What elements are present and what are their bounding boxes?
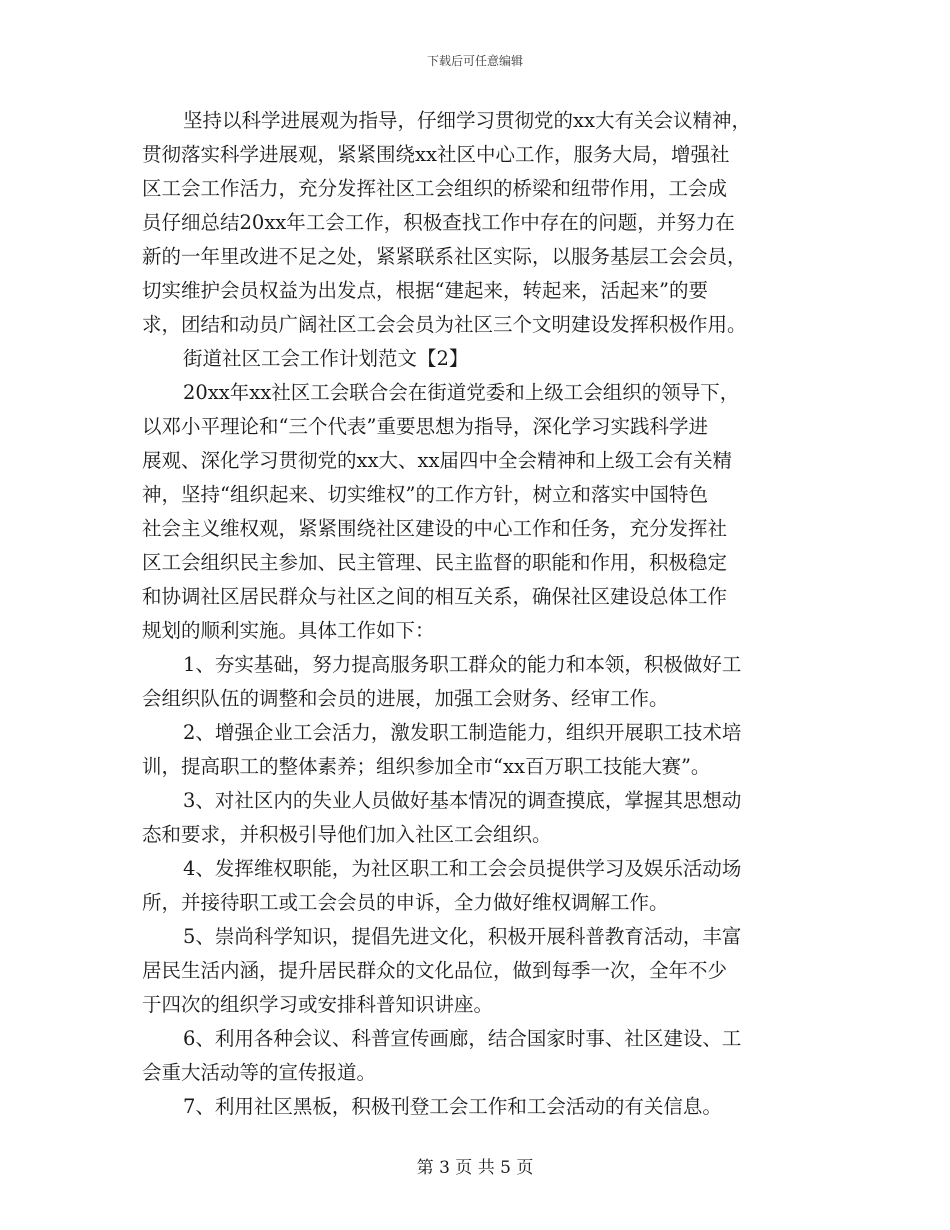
text-line: 员仔细总结20xx年工会工作，积极查找工作中存在的问题，并努力在 <box>142 211 735 234</box>
page-header: 下载后可任意编辑 <box>426 54 523 68</box>
section-heading: 街道社区工会工作计划范文【2】 <box>183 347 469 370</box>
document-body <box>142 104 822 1124</box>
page-number: 第 3 页 共 5 页 <box>416 1158 534 1178</box>
text-line: 于四次的组织学习或安排科普知识讲座。 <box>142 993 494 1016</box>
text-line: 和协调社区居民群众与社区之间的相互关系，确保社区建设总体工作 <box>142 585 728 608</box>
list-item-line: 3、对社区内的失业人员做好基本情况的调查摸底，掌握其思想动 <box>183 789 742 812</box>
text-line: 社会主义维权观，紧紧围绕社区建设的中心工作和任务，充分发挥社 <box>142 517 728 540</box>
text-line: 区工会工作活力，充分发挥社区工会组织的桥梁和纽带作用，工会成 <box>142 177 728 200</box>
text-line: 神，坚持“组织起来、切实维权”的工作方针，树立和落实中国特色 <box>142 483 708 506</box>
list-item-line: 4、发挥维权职能，为社区职工和工会会员提供学习及娱乐活动场 <box>183 857 742 880</box>
text-line: 新的一年里改进不足之处，紧紧联系社区实际，以服务基层工会会员， <box>142 245 747 268</box>
list-item-line: 6、利用各种会议、科普宣传画廊，结合国家时事、社区建设、工 <box>183 1027 742 1050</box>
text-line: 以邓小平理论和“三个代表”重要思想为指导，深化学习实践科学进 <box>142 415 708 438</box>
text-line: 切实维护会员权益为出发点，根据“建起来，转起来，活起来”的要 <box>142 279 708 302</box>
text-line: 居民生活内涵，提升居民群众的文化品位，做到每季一次，全年不少 <box>142 959 728 982</box>
text-line: 坚持以科学进展观为指导，仔细学习贯彻党的xx大有关会议精神， <box>183 109 751 132</box>
list-item-line: 2、增强企业工会活力，激发职工制造能力，组织开展职工技术培 <box>183 721 742 744</box>
list-item-line: 5、崇尚科学知识，提倡先进文化，积极开展科普教育活动，丰富 <box>183 925 742 948</box>
text-line: 20xx年xx社区工会联合会在街道党委和上级工会组织的领导下， <box>183 381 740 404</box>
text-line: 训，提高职工的整体素养；组织参加全市“xx百万职工技能大赛”。 <box>142 755 711 778</box>
text-line: 区工会组织民主参加、民主管理、民主监督的职能和作用，积极稳定 <box>142 551 728 574</box>
text-line: 会重大活动等的宣传报道。 <box>142 1061 377 1084</box>
text-line: 规划的顺利实施。具体工作如下： <box>142 619 435 642</box>
text-line: 贯彻落实科学进展观，紧紧围绕xx社区中心工作，服务大局，增强社 <box>142 143 730 166</box>
text-line: 所，并接待职工或工会会员的申诉，全力做好维权调解工作。 <box>142 891 669 914</box>
text-line: 态和要求，并积极引导他们加入社区工会组织。 <box>142 823 552 846</box>
list-item-line: 7、利用社区黑板，积极刊登工会工作和工会活动的有关信息。 <box>183 1095 722 1118</box>
text-line: 会组织队伍的调整和会员的进展，加强工会财务、经审工作。 <box>142 687 669 710</box>
list-item-line: 1、夯实基础，努力提高服务职工群众的能力和本领，积极做好工 <box>183 653 742 676</box>
text-line: 求，团结和动员广阔社区工会会员为社区三个文明建设发挥积极作用。 <box>142 313 747 336</box>
text-line: 展观、深化学习贯彻党的xx大、xx届四中全会精神和上级工会有关精 <box>142 449 732 472</box>
